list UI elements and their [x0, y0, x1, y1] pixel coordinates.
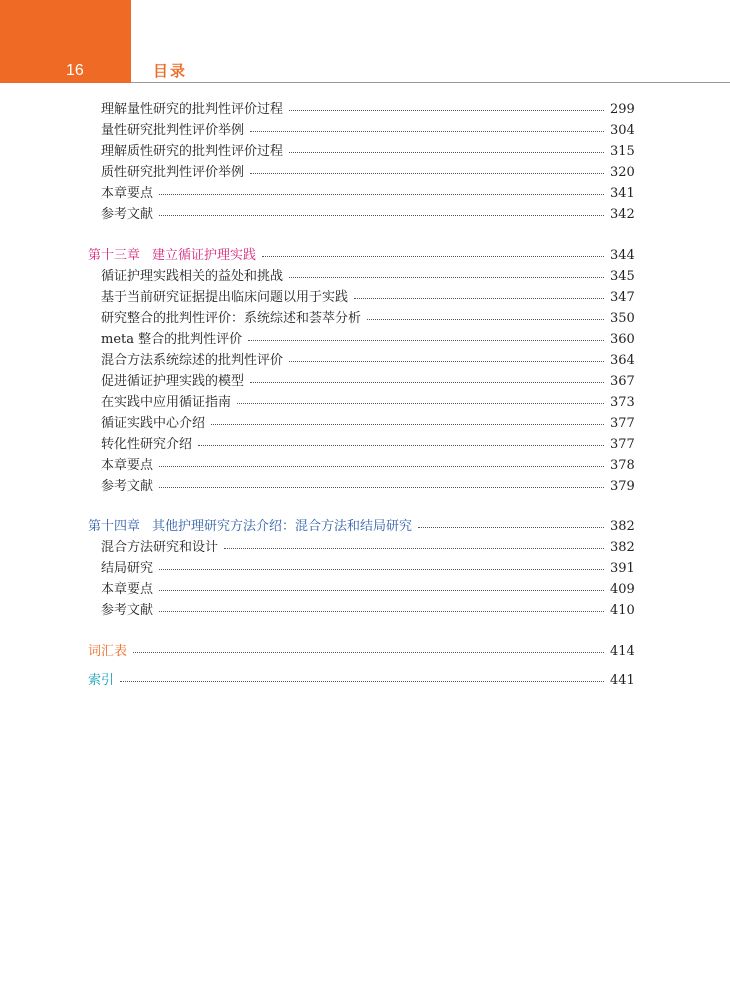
toc-entry-page: 391	[610, 561, 635, 576]
chapter-heading-label	[88, 246, 256, 266]
toc-entry-page: 315	[610, 144, 635, 159]
toc-entry-label: 参考文献	[101, 603, 154, 618]
toc-entry-page: 320	[610, 165, 635, 180]
toc-entry[interactable]	[88, 309, 634, 329]
toc-entry[interactable]	[88, 435, 634, 455]
chapter-title: 其他护理研究方法介绍：混合方法和结局研究	[152, 519, 413, 534]
dot-leader	[159, 590, 604, 591]
header-divider	[131, 82, 730, 83]
index-label: 索引	[88, 673, 115, 688]
chapter-heading-label	[88, 517, 412, 537]
dot-leader	[198, 445, 604, 446]
chapter-14-heading[interactable]	[88, 517, 634, 537]
dot-leader	[289, 277, 604, 278]
toc-entry[interactable]	[88, 351, 634, 371]
chapter-number: 第十四章	[88, 519, 141, 534]
index-entry[interactable]	[88, 671, 634, 691]
toc-entry-label: 在实践中应用循证指南	[101, 395, 232, 410]
toc-entry[interactable]	[88, 205, 634, 225]
toc-entry-label: 促进循证护理实践的模型	[101, 374, 245, 389]
toc-entry[interactable]	[88, 330, 634, 350]
toc-entry-label: 理解质性研究的批判性评价过程	[101, 144, 284, 159]
toc-entry-label: 混合方法系统综述的批判性评价	[101, 353, 284, 368]
toc-entry-label: 转化性研究介绍	[101, 437, 193, 452]
toc-entry-page: 377	[610, 416, 635, 431]
toc-entry-page: 367	[610, 374, 635, 389]
index-page: 441	[610, 673, 635, 688]
toc-entry[interactable]	[88, 456, 634, 476]
chapter-title: 建立循证护理实践	[152, 248, 257, 263]
toc-entry-page: 304	[610, 123, 635, 138]
glossary-page: 414	[610, 644, 635, 659]
toc-entry[interactable]	[88, 393, 634, 413]
dot-leader	[159, 194, 604, 195]
page-number: 16	[66, 62, 84, 79]
toc-entry-label: 理解量性研究的批判性评价过程	[101, 102, 284, 117]
dot-leader	[354, 298, 604, 299]
chapter-page: 344	[610, 248, 635, 263]
dot-leader	[159, 611, 604, 612]
dot-leader	[250, 131, 604, 132]
dot-leader	[120, 681, 604, 682]
toc-entry-page: 360	[610, 332, 635, 347]
toc-entry-page: 378	[610, 458, 635, 473]
dot-leader	[250, 382, 604, 383]
toc-entry-label: 质性研究批判性评价举例	[101, 165, 245, 180]
toc-entry-label: 参考文献	[101, 479, 154, 494]
toc-entry[interactable]	[88, 601, 634, 621]
dot-leader	[159, 466, 604, 467]
dot-leader	[289, 361, 604, 362]
dot-leader	[289, 110, 604, 111]
dot-leader	[224, 548, 604, 549]
dot-leader	[250, 173, 604, 174]
dot-leader	[248, 340, 604, 341]
toc-entry[interactable]	[88, 414, 634, 434]
toc-entry-label: 结局研究	[101, 561, 154, 576]
toc-entry-label: 研究整合的批判性评价：系统综述和荟萃分析	[101, 311, 362, 326]
dot-leader	[262, 256, 604, 257]
toc-entry-page: 347	[610, 290, 635, 305]
chapter-13-heading[interactable]	[88, 246, 634, 266]
toc-entry[interactable]	[88, 372, 634, 392]
toc-entry-page: 379	[610, 479, 635, 494]
toc-entry[interactable]	[88, 477, 634, 497]
toc-entry-page: 364	[610, 353, 635, 368]
toc-entry-page: 373	[610, 395, 635, 410]
toc-entry-page: 342	[610, 207, 635, 222]
dot-leader	[418, 527, 604, 528]
toc-entry-page: 345	[610, 269, 635, 284]
toc-entry-label: meta 整合的批判性评价	[101, 332, 243, 347]
toc-entry-page: 299	[610, 102, 635, 117]
toc-entry-page: 341	[610, 186, 635, 201]
toc-entry[interactable]	[88, 100, 634, 120]
toc-entry-label: 本章要点	[101, 186, 154, 201]
toc-entry-label: 基于当前研究证据提出临床问题以用于实践	[101, 290, 349, 305]
toc-entry-label: 本章要点	[101, 458, 154, 473]
dot-leader	[237, 403, 604, 404]
toc-entry[interactable]	[88, 142, 634, 162]
dot-leader	[289, 152, 604, 153]
toc-entry[interactable]	[88, 163, 634, 183]
toc-entry-label: 循证护理实践相关的益处和挑战	[101, 269, 284, 284]
toc-entry-label: 混合方法研究和设计	[101, 540, 219, 555]
glossary-entry[interactable]	[88, 642, 634, 662]
dot-leader	[159, 215, 604, 216]
toc-entry-page: 410	[610, 603, 635, 618]
toc-entry-page: 377	[610, 437, 635, 452]
toc-entry-label: 参考文献	[101, 207, 154, 222]
toc-entry[interactable]	[88, 288, 634, 308]
chapter-number: 第十三章	[88, 248, 141, 263]
toc-entry-page: 409	[610, 582, 635, 597]
toc-entry[interactable]	[88, 580, 634, 600]
dot-leader	[159, 569, 604, 570]
toc-entry-label: 本章要点	[101, 582, 154, 597]
section-title: 目录	[153, 62, 188, 80]
toc-entry[interactable]	[88, 267, 634, 287]
toc-entry-page: 350	[610, 311, 635, 326]
toc-entry-page: 382	[610, 540, 635, 555]
dot-leader	[133, 652, 604, 653]
toc-entry-label: 循证实践中心介绍	[101, 416, 206, 431]
chapter-page: 382	[610, 519, 635, 534]
glossary-label: 词汇表	[88, 644, 128, 659]
toc-entry[interactable]	[88, 559, 634, 579]
dot-leader	[159, 487, 604, 488]
toc-entry[interactable]	[88, 184, 634, 204]
toc-entry[interactable]	[88, 121, 634, 141]
dot-leader	[211, 424, 604, 425]
toc-entry-label: 量性研究批判性评价举例	[101, 123, 245, 138]
dot-leader	[367, 319, 604, 320]
toc-entry[interactable]	[88, 538, 634, 558]
